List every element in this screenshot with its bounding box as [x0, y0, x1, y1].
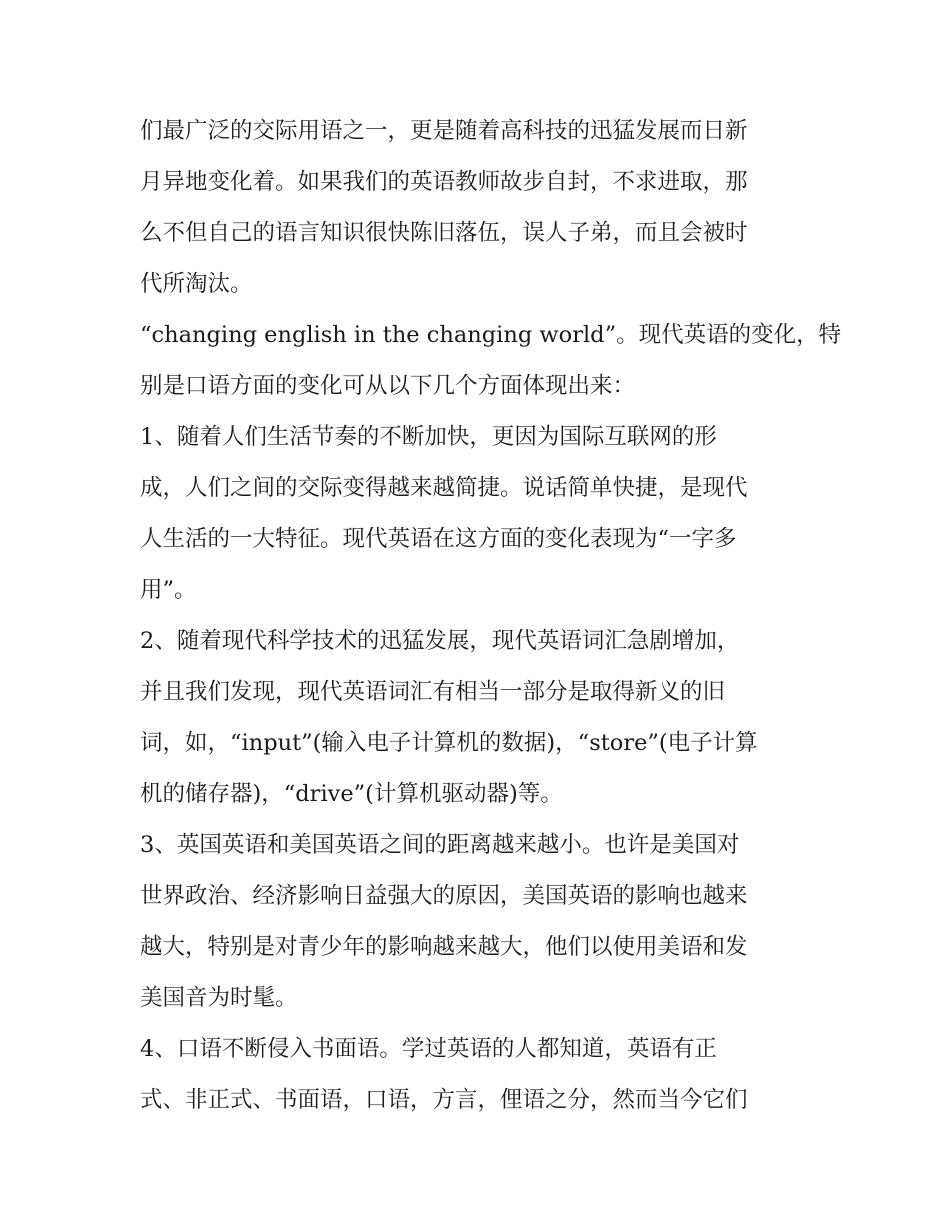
paragraph-changing-english [140, 310, 842, 412]
text-line: 么不但自己的语言知识很快陈旧落伍，误人子弟，而且会被时 [140, 220, 748, 246]
text-line: 2、随着现代科学技术的迅猛发展，现代英语词汇急剧增加， [140, 628, 740, 654]
text-line: 越大，特别是对青少年的影响越来越大，他们以使用美语和发 [140, 934, 748, 960]
text-line: 们最广泛的交际用语之一，更是随着高科技的迅猛发展而日新 [140, 118, 748, 144]
text-line: 3、英国英语和美国英语之间的距离越来越小。也许是美国对 [140, 832, 740, 858]
paragraph-intro-continuation [140, 106, 820, 310]
text-line: 用”。 [140, 577, 197, 603]
text-line: 词，如，“input”(输入电子计算机的数据)，“store”(电子计算 [140, 730, 758, 756]
paragraph-point-3 [140, 820, 820, 1024]
text-line: 世界政治、经济影响日益强大的原因，美国英语的影响也越来 [140, 883, 748, 909]
text-line: 式、非正式、书面语，口语，方言，俚语之分，然而当今它们 [140, 1087, 748, 1113]
text-line: 并且我们发现，现代英语词汇有相当一部分是取得新义的旧 [140, 679, 726, 705]
text-line: 人生活的一大特征。现代英语在这方面的变化表现为“一字多 [140, 526, 737, 552]
document-body [140, 106, 842, 1126]
text-line: 1、随着人们生活节奏的不断加快，更因为国际互联网的形 [140, 424, 717, 450]
paragraph-point-2 [140, 616, 820, 820]
text-line: 美国音为时髦。 [140, 985, 298, 1011]
text-line: 4、口语不断侵入书面语。学过英语的人都知道，英语有正 [140, 1036, 717, 1062]
text-line: “changing english in the changing world”。现代英语的变化，特 [140, 322, 842, 348]
text-line: 别是口语方面的变化可从以下几个方面体现出来： [140, 373, 636, 399]
paragraph-point-4 [140, 1024, 820, 1126]
text-line: 代所淘汰。 [140, 271, 253, 297]
paragraph-point-1 [140, 412, 820, 616]
text-line: 月异地变化着。如果我们的英语教师故步自封，不求进取，那 [140, 169, 748, 195]
text-line: 机的储存器)，“drive”(计算机驱动器)等。 [140, 781, 563, 807]
text-line: 成，人们之间的交际变得越来越简捷。说话简单快捷，是现代 [140, 475, 748, 501]
